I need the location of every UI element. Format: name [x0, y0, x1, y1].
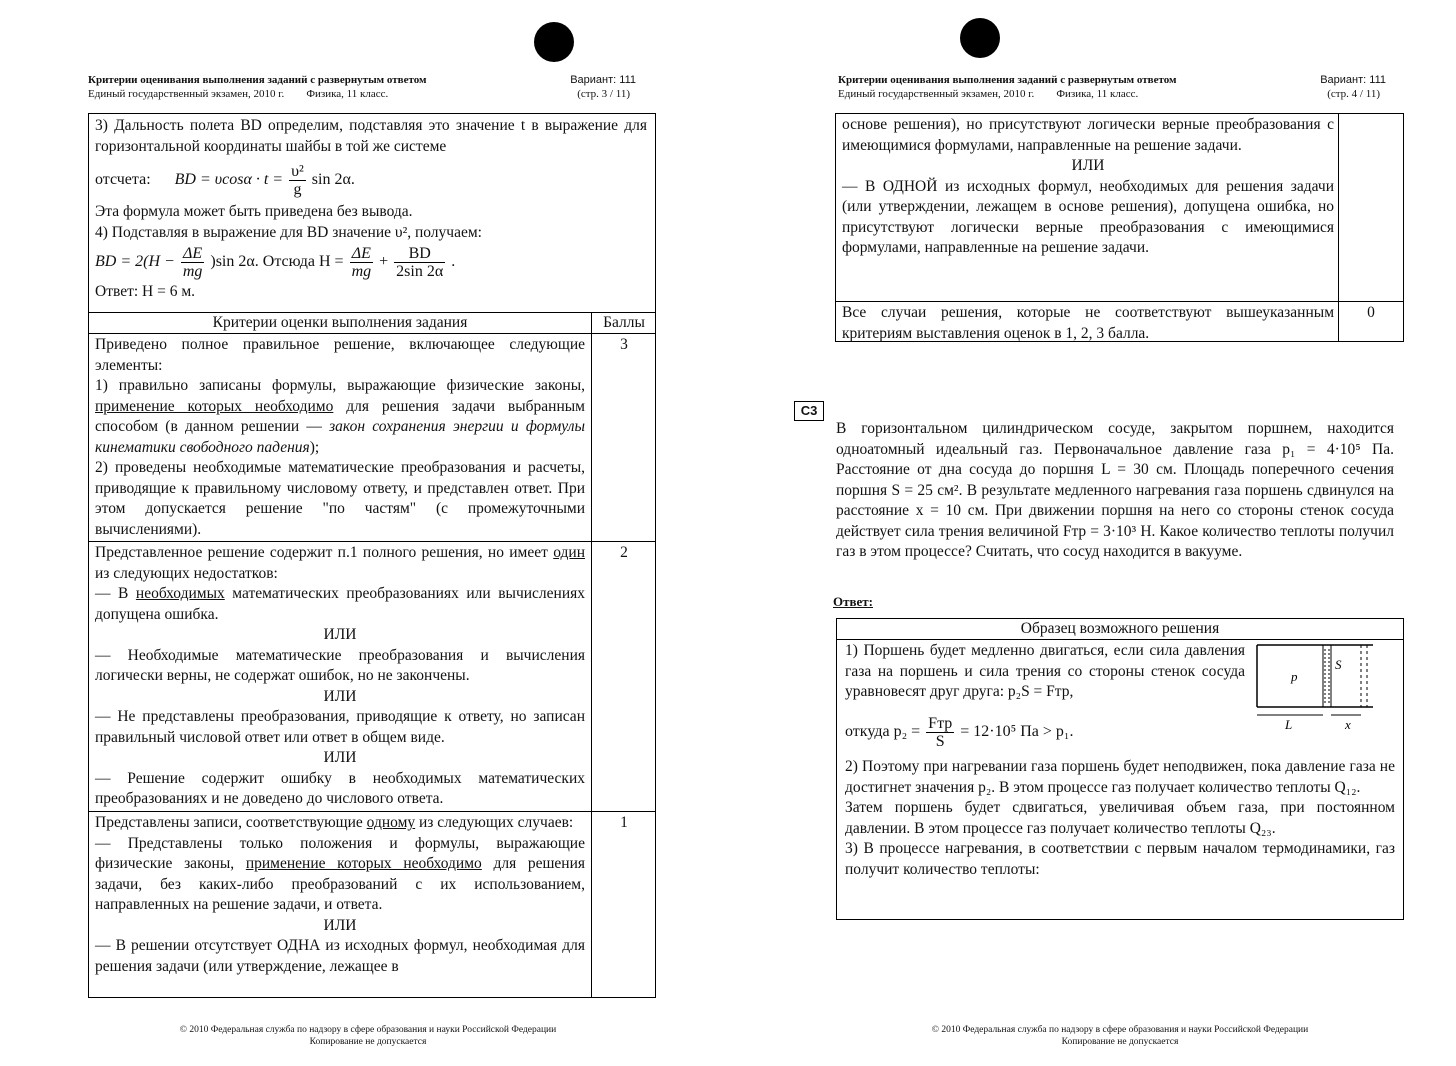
solution-answer: Ответ: H = 6 м.: [95, 283, 196, 300]
sample-step2: 2) Поэтому при нагревании газа поршень будет неподвижен, пока давление газа не достигнет значения p₂. В этом процессе газ получает количество теплоты Q₁₂.: [845, 758, 1395, 796]
formula-rhs: = 12·10⁵ Па > p₁.: [960, 723, 1074, 741]
text-underlined: одному: [366, 814, 416, 831]
header-subtitle: Единый государственный экзамен, 2010 г.: [838, 88, 1035, 100]
fraction-numerator: ΔE: [181, 245, 205, 263]
footer-copyright: © 2010 Федеральная служба по надзору в сфере образования и науки Российской Федерации: [179, 1025, 557, 1035]
fraction-numerator: BD: [394, 245, 445, 263]
solution-step3-formula: [95, 163, 647, 198]
text-span: для решения задачи выбранным способом (в данном решении —: [95, 397, 585, 435]
fraction-denominator: mg: [182, 263, 203, 280]
text-underlined: применение которых необходимо: [95, 397, 334, 415]
header-page: (стр. 4 / 11): [1327, 88, 1380, 100]
binder-hole: [534, 22, 574, 62]
solution-step4: 4) Подставляя в выражение для BD значение υ², получаем:: [95, 223, 482, 241]
page-footer: [840, 1024, 1400, 1048]
right-page: [728, 0, 1456, 1066]
solution-note: Эта формула может быть приведена без вывода.: [95, 203, 413, 220]
text-underlined: применение которых необходимо: [245, 855, 482, 872]
criteria-paragraph: [95, 834, 585, 916]
criteria-paragraph: — Решение содержит ошибку в необходимых математических преобразованиях и не доведено до числового ответа.: [95, 769, 585, 807]
fraction-denominator: g: [293, 181, 302, 198]
score-value: 1: [620, 814, 628, 831]
header-variant: Вариант: 111: [570, 74, 636, 86]
sample-step1: 1) Поршень будет медленно двигаться, если сила давления газа на поршень и сила трения со стороны стенок сосуда уравновесят друг друга: p₂S = Fтр,: [845, 642, 1245, 700]
fraction-numerator: υ²: [291, 163, 304, 180]
fraction-numerator: Fтр: [928, 715, 953, 732]
criteria-table: [88, 312, 656, 998]
header-subject: Физика, 11 класс.: [1056, 88, 1139, 100]
criteria-paragraph: — Необходимые математические преобразования и вычисления логически верны, не содержат ошибок, но не закончены.: [95, 646, 585, 684]
formula-fraction: [926, 715, 954, 750]
text-underlined: один: [553, 544, 585, 561]
text-span: из следующих случаев:: [419, 814, 574, 831]
formula-fraction: [350, 245, 374, 280]
text-span: математических преобразованиях или вычислениях допущена ошибка.: [95, 585, 586, 623]
label-x: x: [1345, 717, 1351, 732]
criteria-paragraph: [95, 543, 585, 584]
or-separator: ИЛИ: [323, 626, 357, 643]
binder-hole: [960, 18, 1000, 58]
criteria-paragraph: [95, 584, 585, 625]
criteria-text: [95, 813, 585, 977]
fraction-numerator: ΔE: [350, 245, 374, 263]
footer-notice: Копирование не допускается: [309, 1037, 427, 1047]
piston-figure: [1253, 641, 1383, 733]
criteria-row-3: [89, 333, 655, 542]
formula-fraction: [394, 245, 445, 280]
criteria-paragraph: — В ОДНОЙ из исходных формул, необходимых для решения задачи (или утверждении, лежащем в основе решения), допущена ошибка, но присутствуют логически верные преобразования с имеющимися формулами, направленные на решение задачи.: [842, 177, 1334, 256]
text-span: — Представлены только положения и формулы, выражающие физические законы,: [95, 834, 585, 872]
or-separator: ИЛИ: [323, 916, 357, 934]
text-italic: закон сохранения энергии и формулы кинематики свободного падения: [95, 418, 585, 456]
page-header: [838, 73, 1386, 101]
score-value: 0: [1367, 304, 1375, 321]
formula-fraction: [181, 245, 205, 280]
header-variant: Вариант: 111: [1320, 74, 1386, 86]
task-text: В горизонтальном цилиндрическом сосуде, закрытом поршнем, находится одноатомный идеальный газ. Первоначальное давление газа p₁ = 4·10⁵ Па. Расстояние от дна сосуда до поршня L = 30 см. Площадь поперечного сечения поршня S = 25 см². В результате медленного нагревания газа поршень сдвинулся на расстояние x = 10 см. При движении поршня на него со стороны стенок сосуда действует сила трения величиной Fтр = 3·10³ Н. Какое количество теплоты получил газ в этом процессе? Считать, что сосуд находится в вакууме.: [836, 420, 1394, 560]
criteria-paragraph: Приведено полное правильное решение, включающее следующие элементы:: [95, 336, 585, 374]
sample-step3: Затем поршень будет сдвигаться, увеличивая объем газа, при постоянном давлении. В этом процессе газ получает количество теплоты Q₂₃.: [845, 799, 1395, 837]
criteria-row-1-continued: [836, 114, 1403, 301]
formula-mid: )sin 2α. Отсюда H =: [210, 253, 344, 271]
formula-lhs: BD = 2(H −: [95, 253, 175, 271]
text-span: для решения задачи, без каких-либо преобразований с их использованием, направленных на решение задачи, и ответа.: [95, 855, 586, 913]
criteria-header: Критерии оценки выполнения задания: [212, 314, 468, 331]
text-span: 1) правильно записаны формулы, выражающие физические законы,: [95, 377, 585, 394]
or-separator: ИЛИ: [1071, 157, 1105, 174]
criteria-header-row: [89, 313, 655, 334]
text-span: );: [309, 438, 320, 456]
footer-notice: Копирование не допускается: [1061, 1037, 1179, 1047]
text-span: Представленное решение содержит п.1 полного решения, но имеет: [95, 544, 548, 561]
criteria-row-1: [89, 811, 655, 1000]
sample-step1-formula: [845, 715, 1073, 750]
solution-box: [88, 113, 656, 313]
score-header: Баллы: [603, 314, 645, 331]
text-span: из следующих недостатков:: [95, 564, 278, 582]
formula-end: .: [451, 253, 456, 271]
criteria-text: [842, 115, 1334, 259]
header-page: (стр. 3 / 11): [577, 88, 630, 100]
sample-steps: [845, 757, 1395, 880]
page-footer: [88, 1024, 648, 1048]
formula-rhs: sin 2α.: [311, 171, 355, 189]
formula-label: отсчета:: [95, 171, 151, 189]
header-subtitle: Единый государственный экзамен, 2010 г.: [88, 88, 285, 100]
task-label: С3: [794, 401, 824, 421]
sample-solution-box: [836, 618, 1404, 920]
solution-step4-formula: [95, 245, 647, 280]
criteria-text: [95, 335, 585, 540]
formula-lhs: откуда p₂ =: [845, 723, 921, 741]
criteria-paragraph: 2) проведены необходимые математические преобразования и расчеты, приводящие к правильному числовому ответу, и представлен ответ. При этом допускается решение "по частям" (с промежуточными вычислениями).: [95, 459, 585, 538]
text-span: — В: [95, 585, 129, 602]
text-underlined: необходимых: [135, 585, 225, 602]
criteria-text: [95, 543, 585, 810]
sample-step4: 3) В процессе нагревания, в соответствии с первым началом термодинамики, газ получит количество теплоты:: [845, 840, 1395, 878]
criteria-row-0: [836, 301, 1403, 343]
criteria-paragraph: основе решения), но присутствуют логически верные преобразования с имеющимися формулами, направленные на решение задачи.: [842, 116, 1334, 154]
footer-copyright: © 2010 Федеральная служба по надзору в сфере образования и науки Российской Федерации: [931, 1025, 1309, 1035]
fraction-denominator: 2sin 2α: [396, 263, 444, 280]
or-separator: ИЛИ: [323, 687, 357, 705]
criteria-table-continued: [835, 113, 1404, 342]
header-title: Критерии оценивания выполнения заданий с развернутым ответом: [88, 74, 427, 86]
criteria-text: Все случаи решения, которые не соответствуют вышеуказанным критериям выставления оценок в 1, 2, 3 балла.: [842, 304, 1334, 342]
criteria-paragraph: — В решении отсутствует ОДНА из исходных формул, необходимая для решения задачи (или утверждение, лежащее в: [95, 937, 585, 975]
criteria-paragraph: [95, 813, 585, 834]
criteria-paragraph: — Не представлены преобразования, приводящие к ответу, но записан правильный числовой ответ или ответ в общем виде.: [95, 708, 585, 746]
or-separator: ИЛИ: [323, 749, 357, 766]
header-subject: Физика, 11 класс.: [306, 88, 389, 100]
sample-title: Образец возможного решения: [837, 619, 1403, 640]
formula-fraction: [289, 163, 306, 198]
header-title: Критерии оценивания выполнения заданий с развернутым ответом: [838, 74, 1177, 86]
label-l: L: [1285, 717, 1293, 732]
criteria-row-2: [89, 541, 655, 812]
label-p: p: [1291, 669, 1298, 684]
fraction-denominator: S: [935, 733, 945, 750]
formula-plus: +: [379, 253, 389, 271]
page-header: [88, 73, 636, 101]
formula-lhs: BD = υcosα · t =: [174, 171, 284, 189]
answer-label: Ответ:: [833, 594, 874, 609]
score-value: 2: [620, 544, 628, 561]
label-s: S: [1335, 657, 1342, 672]
criteria-paragraph: [95, 376, 585, 458]
text-span: Представлены записи, соответствующие: [95, 814, 363, 831]
score-value: 3: [620, 336, 628, 353]
table-bottom-border: [88, 997, 656, 998]
solution-step3: 3) Дальность полета BD определим, подставляя это значение t в выражение для горизонтальной координаты шайбы в той же системе: [95, 117, 647, 155]
fraction-denominator: mg: [351, 263, 372, 280]
